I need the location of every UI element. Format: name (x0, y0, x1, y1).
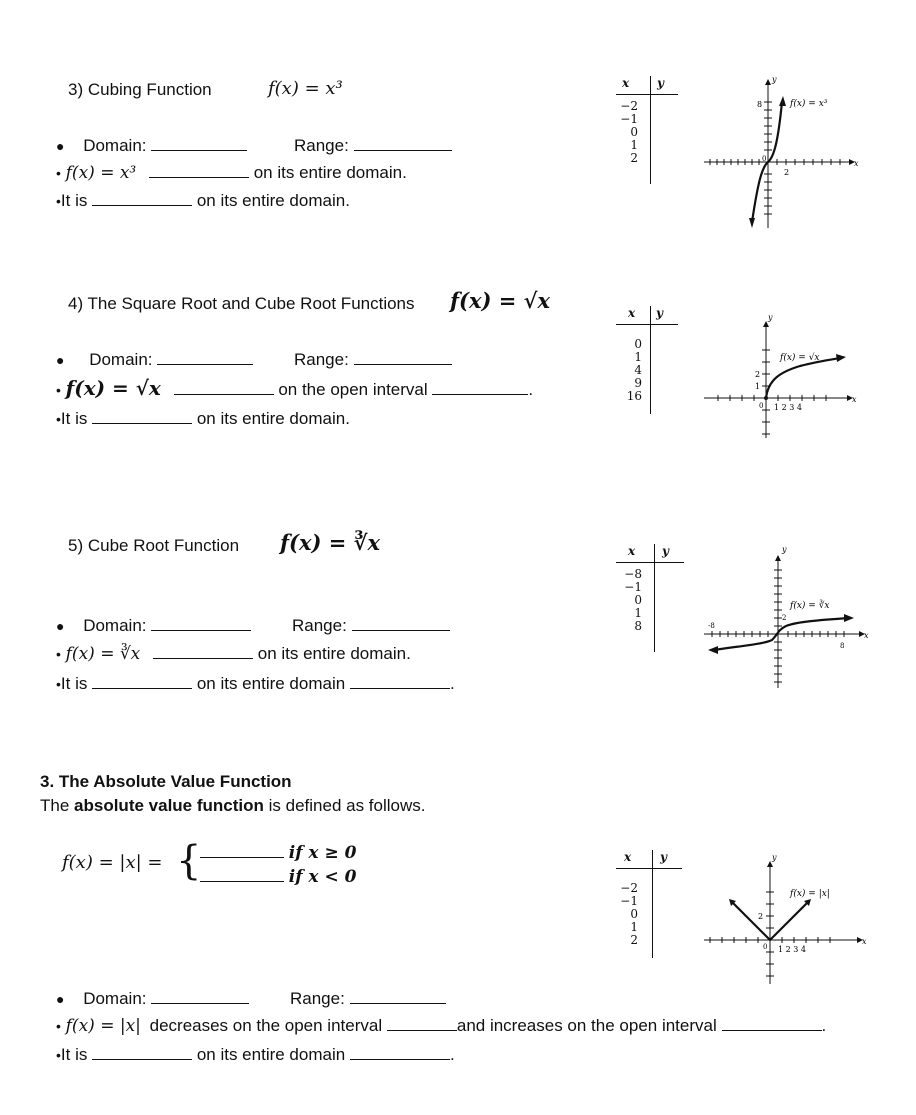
continuity-line: •It is on its entire domain . (56, 674, 455, 693)
behavior-line: • f(x) = √x on the open interval . (56, 376, 534, 400)
xy-table: x y −2 −1 0 1 2 (616, 76, 686, 188)
continuity-blank[interactable] (92, 191, 192, 206)
case-2-blank[interactable] (200, 867, 284, 882)
case-1: if x ≥ 0 (200, 843, 356, 863)
graph-label: f(x) = x³ (790, 99, 828, 109)
extra-blank[interactable] (350, 674, 450, 689)
bullet: ● (56, 138, 65, 154)
continuity-text: on its entire domain. (196, 191, 350, 210)
behavior-blank[interactable] (149, 163, 249, 178)
fx-expression: f(x) = x³ (65, 163, 137, 183)
svg-text:2: 2 (782, 614, 787, 622)
svg-text:x: x (854, 159, 859, 168)
table-x-column: −2 −1 0 1 2 (620, 99, 638, 165)
svg-text:1 2 3 4: 1 2 3 4 (778, 945, 806, 954)
behavior-blank[interactable] (174, 380, 274, 395)
sqrt-curve (766, 358, 840, 398)
range-label: Range: (293, 136, 349, 155)
decreasing-interval-blank[interactable] (387, 1016, 457, 1031)
domain-blank[interactable] (151, 616, 251, 631)
svg-text:2: 2 (755, 370, 761, 379)
intro-text: The absolute value function is defined as follows. (40, 796, 426, 815)
svg-text:-8: -8 (708, 622, 715, 630)
table-x-column: −8 −1 0 1 8 (624, 567, 642, 633)
behavior-line: • f(x) = |x| decreases on the open interval and increases on the open interval . (56, 1016, 827, 1036)
continuity-blank[interactable] (92, 674, 192, 689)
extra-blank[interactable] (350, 1045, 450, 1060)
section-title: 3) Cubing Function (68, 80, 212, 99)
svg-text:x: x (862, 937, 867, 946)
domain-blank[interactable] (151, 136, 247, 151)
left-brace: { (176, 838, 202, 884)
svg-text:y: y (782, 545, 787, 554)
domain-blank[interactable] (151, 989, 249, 1004)
range-blank[interactable] (352, 616, 450, 631)
svg-text:0: 0 (763, 943, 768, 951)
svg-text:2: 2 (784, 168, 790, 177)
range-label: Range: (293, 350, 349, 369)
svg-text:0: 0 (762, 155, 767, 163)
xy-table: x y −8 −1 0 1 8 (616, 544, 686, 656)
domain-label: Domain: (89, 350, 153, 369)
sqrt-graph (700, 310, 860, 440)
abs-graph (700, 850, 870, 986)
cubic-graph (700, 72, 860, 232)
svg-text:1: 1 (755, 382, 761, 391)
cube-root-graph (700, 542, 870, 692)
svg-text:8: 8 (757, 100, 763, 109)
svg-text:x: x (852, 395, 857, 404)
continuity-line: •It is on its entire domain. (56, 409, 350, 428)
graph-label: f(x) = ∛x (790, 601, 830, 611)
svg-text:y: y (768, 313, 773, 322)
piecewise-lhs: f(x) = |x| = (62, 852, 163, 873)
section-title: 4) The Square Root and Cube Root Functions (68, 294, 415, 313)
svg-text:y: y (772, 75, 777, 84)
svg-text:y: y (772, 853, 777, 862)
svg-text:2: 2 (758, 912, 764, 921)
svg-text:8: 8 (840, 642, 845, 650)
continuity-line: •It is on its entire domain . (56, 1045, 455, 1064)
increasing-interval-blank[interactable] (722, 1016, 822, 1031)
xy-table: x y −2 −1 0 1 2 (616, 850, 686, 962)
behavior-line: • f(x) = ∛x on its entire domain. (56, 644, 411, 664)
formula: f(x) = √x (450, 288, 550, 313)
table-x-column: 0 1 4 9 16 (626, 337, 642, 403)
domain-label: Domain: (83, 136, 147, 155)
continuity-blank[interactable] (92, 1045, 192, 1060)
range-blank[interactable] (350, 989, 446, 1004)
behavior-line: • f(x) = x³ on its entire domain. (56, 163, 407, 183)
behavior-blank[interactable] (153, 644, 253, 659)
range-blank[interactable] (354, 350, 452, 365)
behavior-text: on the open interval (278, 380, 428, 399)
formula: f(x) = x³ (268, 78, 343, 99)
svg-text:x: x (864, 631, 869, 640)
range-blank[interactable] (354, 136, 452, 151)
continuity-line: •It is on its entire domain. (56, 191, 350, 210)
domain-range-line: ● Domain: Range: (56, 350, 452, 370)
interval-blank[interactable] (432, 380, 528, 395)
svg-text:0: 0 (759, 402, 764, 410)
section-title: 5) Cube Root Function (68, 536, 240, 555)
domain-blank[interactable] (157, 350, 253, 365)
it-is-text: It is (60, 191, 88, 210)
graph-label: f(x) = √x (780, 353, 820, 363)
behavior-text: on its entire domain. (253, 163, 407, 182)
domain-range-line (56, 136, 452, 156)
domain-range-line: ● Domain: Range: (56, 989, 446, 1009)
graph-label: f(x) = |x| (790, 889, 830, 899)
svg-text:1 2 3 4: 1 2 3 4 (774, 403, 802, 412)
fx-expression: f(x) = √x (65, 376, 161, 400)
continuity-blank[interactable] (92, 409, 192, 424)
table-x-column: −2 −1 0 1 2 (620, 881, 638, 947)
case-1-blank[interactable] (200, 843, 284, 858)
case-2: if x < 0 (200, 867, 356, 887)
xy-table: x y 0 1 4 9 16 (616, 306, 686, 418)
section-heading: 3. The Absolute Value Function (40, 772, 292, 791)
formula: f(x) = ∛x (280, 530, 380, 555)
domain-range-line: ● Domain: Range: (56, 616, 450, 636)
